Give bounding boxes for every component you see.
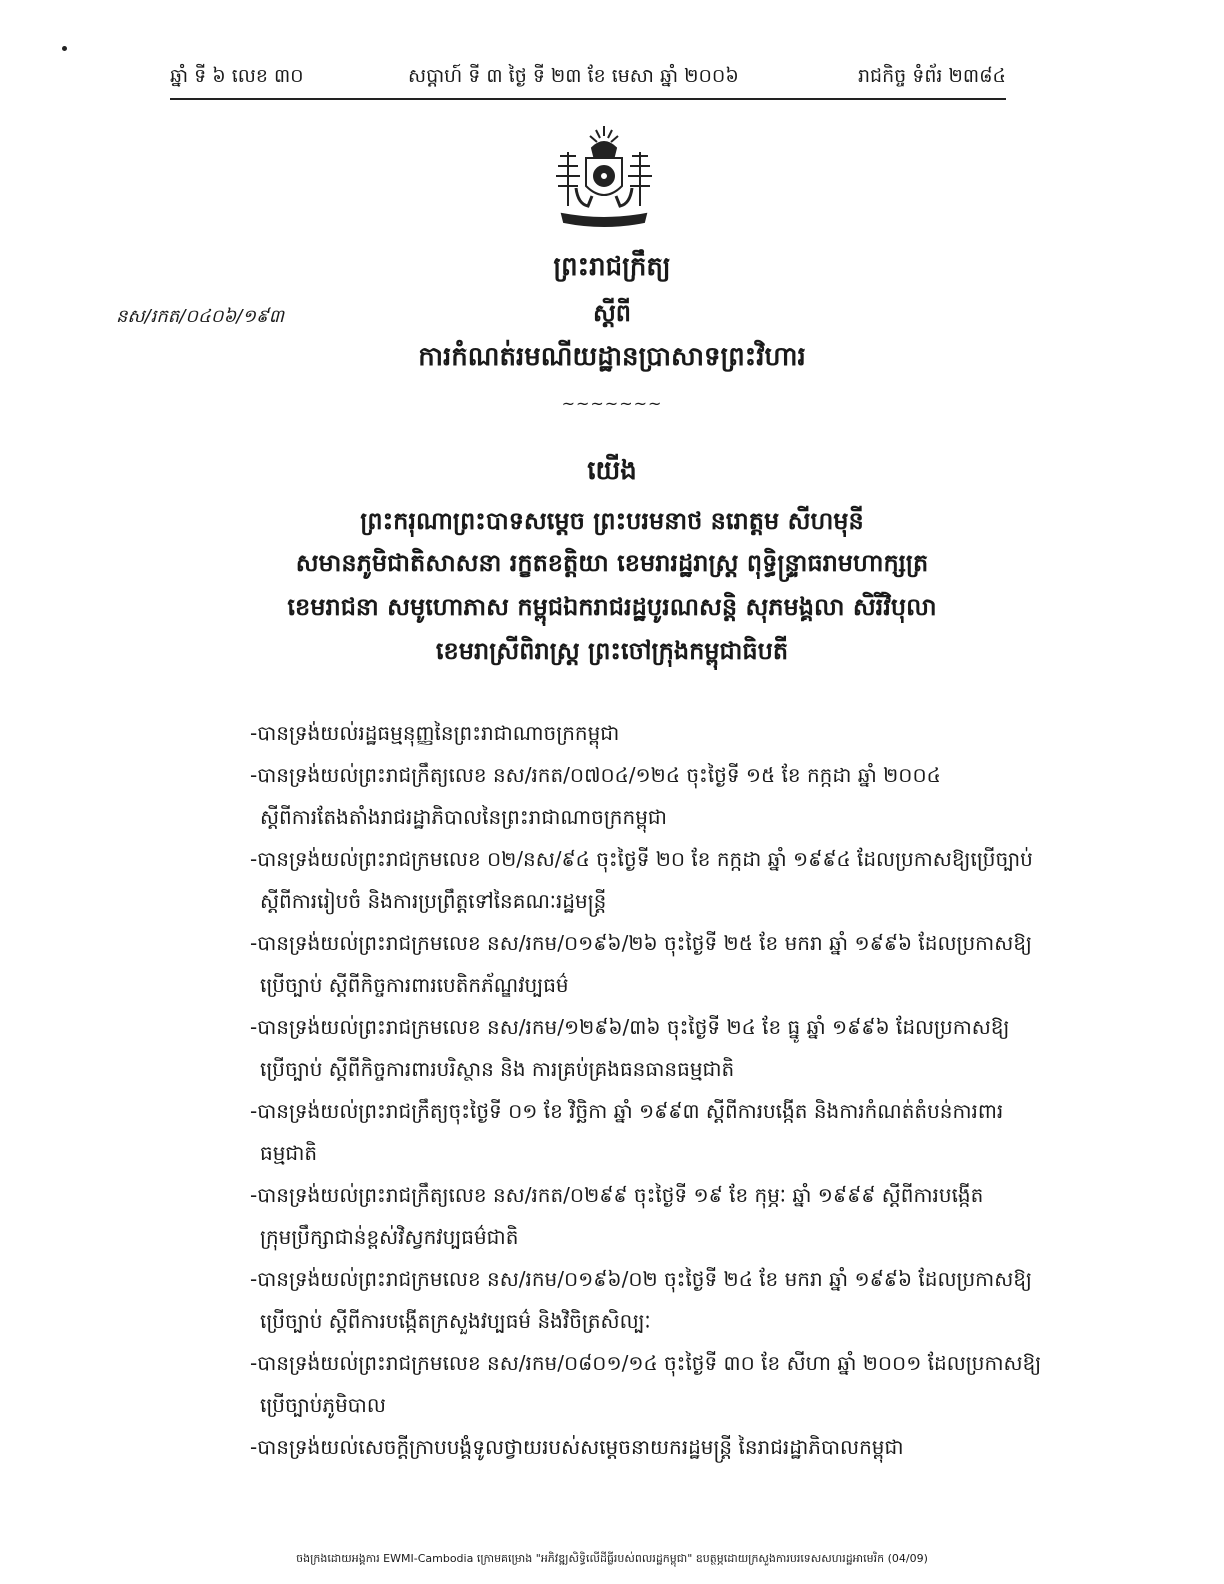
clause-line-continued: ធម្មជាតិ — [260, 1141, 318, 1165]
clause-prime-minister-request — [250, 1426, 1082, 1468]
clause-line: -បានទ្រង់យល់ព្រះរាជក្រមលេខ ០២/នស/៩៤ ចុះថ្ងៃទី ២០ ខែ កក្កដា ឆ្នាំ ១៩៩៤ ដែលប្រកាសឱ្យប្រើច្បាប់ — [250, 847, 1033, 871]
king-title-line: ព្រះករុណាព្រះបាទសម្តេច ព្រះបរមនាថ នរោត្តម សីហមុនី — [360, 507, 864, 535]
clause-law-cultural-heritage — [250, 922, 1082, 1006]
clause-constitution — [250, 712, 1082, 754]
clause-line: -បានទ្រង់យល់រដ្ឋធម្មនុញ្ញនៃព្រះរាជាណាចក្រកម្ពុជា — [250, 721, 620, 745]
clause-supreme-council-culture — [250, 1174, 1082, 1258]
clause-law-environment — [250, 1006, 1082, 1090]
clause-line: -បានទ្រង់យល់ព្រះរាជក្រមលេខ នស/រកម/០៨០១/១៤ ចុះថ្ងៃទី ៣០ ខែ សីហា ឆ្នាំ ២០០១ ដែលប្រកាសឱ្យ — [250, 1351, 1042, 1375]
clause-line: -បានទ្រង់យល់ព្រះរាជក្រឹត្យលេខ នស/រកត/០៧០៤/១២៤ ចុះថ្ងៃទី ១៥ ខែ កក្កដា ឆ្នាំ ២០០៤ — [250, 763, 941, 787]
decree-reference-number: នស/រកត/០៤០៦/១៩៣ — [116, 306, 285, 327]
clause-line: -បានទ្រង់យល់សេចក្តីក្រាបបង្គំទូលថ្វាយរបស់សម្តេចនាយករដ្ឋមន្ត្រី នៃរាជរដ្ឋាភិបាលកម្ពុជា — [250, 1435, 904, 1459]
scan-speck — [62, 46, 67, 51]
document-type-title: ព្រះរាជក្រឹត្យ — [553, 252, 671, 282]
clause-royal-decree-government — [250, 754, 1082, 838]
compilation-footer: ចងក្រងដោយអង្គការ EWMI-Cambodia ក្រោមគម្រោង "អភិវឌ្ឍសិទ្ធិលើដីធ្លីរបស់ពលរដ្ឋកម្ពុជា" ឧបត្ថម្ភដោយក្រសួងការបរទេសសហរដ្ឋអាមេរិក (04/09) — [296, 1552, 928, 1565]
clause-line: -បានទ្រង់យល់ព្រះរាជក្រឹត្យចុះថ្ងៃទី ០១ ខែ វិច្ឆិកា ឆ្នាំ ១៩៩៣ ស្តីពីការបង្កើត និងការកំណត់តំបន់ការពារ — [250, 1099, 1004, 1123]
clause-line-continued: ប្រើច្បាប់ ស្តីពីការបង្កើតក្រសួងវប្បធម៌ និងវិចិត្រសិល្បៈ — [260, 1309, 651, 1333]
clause-line: -បានទ្រង់យល់ព្រះរាជក្រមលេខ នស/រកម/១២៩៦/៣៦ ចុះថ្ងៃទី ២៤ ខែ ធ្នូ ឆ្នាំ ១៩៩៦ ដែលប្រកាសឱ្យ — [250, 1015, 1010, 1039]
title-concerning: ស្តីពី — [592, 299, 632, 327]
king-title-line: សមានភូមិជាតិសាសនា រក្ខតខត្តិយា ខេមរារដ្ឋរាស្ត្រ ពុទ្ធិន្ទ្រាធរាមហាក្សត្រ — [295, 549, 929, 577]
clause-protected-areas — [250, 1090, 1082, 1174]
preamble-clauses — [250, 712, 1082, 1468]
king-title-line: ខេមរាជនា សមូហោភាស កម្ពុជឯករាជរដ្ឋបូរណសន្តិ សុភមង្គលា សិរីវិបុលា — [287, 593, 937, 621]
king-title-line: ខេមរាស្រីពិរាស្ត្រ ព្រះចៅក្រុងកម្ពុជាធិបតី — [435, 637, 789, 665]
we-heading: យើង — [587, 456, 637, 486]
clause-line-continued: ប្រើច្បាប់ភូមិបាល — [260, 1393, 386, 1417]
clause-line-continued: ប្រើច្បាប់ ស្តីពីកិច្ចការពារបរិស្ថាន និង ការគ្រប់គ្រងធនធានធម្មជាតិ — [260, 1057, 735, 1081]
gazette-year-number: ឆ្នាំ ទី ៦ លេខ ៣០ — [170, 65, 304, 87]
decree-subject: ការកំណត់រមណីយដ្ឋានប្រាសាទព្រះវិហារ — [418, 342, 806, 372]
clause-line-continued: ស្តីពីការតែងតាំងរាជរដ្ឋាភិបាលនៃព្រះរាជាណាចក្រកម្ពុជា — [260, 805, 667, 829]
royal-coat-of-arms-icon — [548, 122, 660, 232]
gazette-header — [170, 62, 1006, 100]
clause-law-council-of-ministers — [250, 838, 1082, 922]
clause-line-continued: ស្តីពីការរៀបចំ និងការប្រព្រឹត្តទៅនៃគណៈរដ្ឋមន្ត្រី — [260, 889, 607, 913]
clause-ministry-culture — [250, 1258, 1082, 1342]
clause-line: -បានទ្រង់យល់ព្រះរាជក្រមលេខ នស/រកម/០១៩៦/២៦ ចុះថ្ងៃទី ២៥ ខែ មករា ឆ្នាំ ១៩៩៦ ដែលប្រកាសឱ្យ — [250, 931, 1032, 955]
title-separator: ~~~~~~~ — [561, 394, 663, 413]
clause-line-continued: ក្រុមប្រឹក្សាជាន់ខ្ពស់វិស្វកវប្បធម៌ជាតិ — [260, 1225, 519, 1249]
clause-line-continued: ប្រើច្បាប់ ស្តីពីកិច្ចការពារបេតិកភ័ណ្ឌវប្បធម៌ — [260, 973, 569, 997]
clause-line: -បានទ្រង់យល់ព្រះរាជក្រមលេខ នស/រកម/០១៩៦/០២ ចុះថ្ងៃទី ២៤ ខែ មករា ឆ្នាំ ១៩៩៦ ដែលប្រកាសឱ្យ — [250, 1267, 1032, 1291]
clause-land-law — [250, 1342, 1082, 1426]
gazette-page: រាជកិច្ច ទំព័រ ២៣៨៤ — [858, 65, 1006, 87]
clause-line: -បានទ្រង់យល់ព្រះរាជក្រឹត្យលេខ នស/រកត/០២៩៩ ចុះថ្ងៃទី ១៩ ខែ កុម្ភៈ ឆ្នាំ ១៩៩៩ ស្តីពីការបង្កើត — [250, 1183, 984, 1207]
gazette-date: សប្តាហ៍ ទី ៣ ថ្ងៃ ទី ២៣ ខែ មេសា ឆ្នាំ ២០០៦ — [408, 65, 739, 87]
